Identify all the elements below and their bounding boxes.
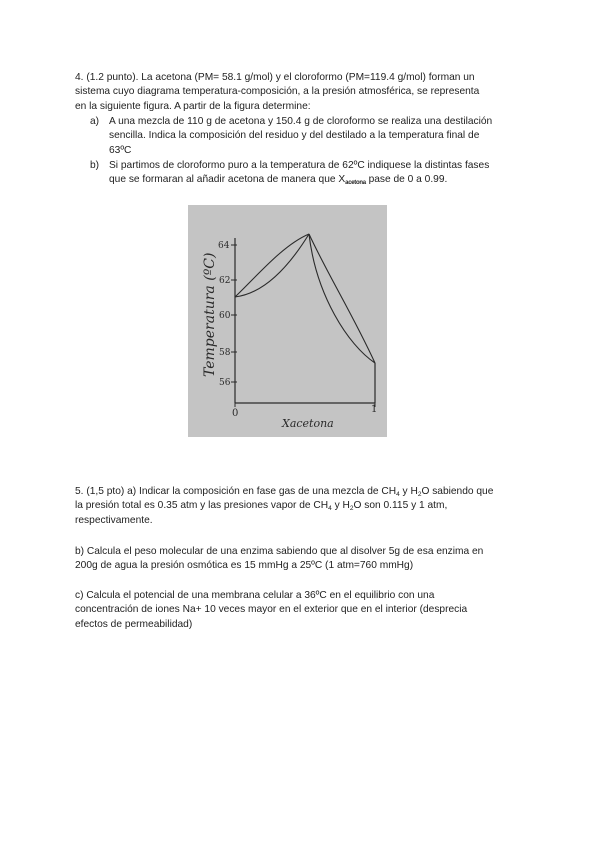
q5b-line: b) Calcula el peso molecular de una enzima sabiendo que al disolver 5g de esa enzima en	[75, 546, 484, 557]
question-4a	[90, 115, 540, 160]
q4b-label: b)	[90, 160, 100, 171]
phase-diagram-figure	[188, 205, 387, 437]
y-axis-label: Temperatura (ºC)	[202, 252, 218, 377]
q4a-line: 63ºC	[109, 144, 132, 156]
q4b-line: que se formaran al añadir acetona de manera que Xacetona pase de 0 a 0.99.	[109, 174, 448, 187]
q5c-line: c) Calcula el potencial de una membrana celular a 36ºC en el equilibrio con una	[75, 590, 435, 601]
right-vapor-curve	[309, 234, 375, 363]
question-4b	[90, 159, 540, 189]
question-5b	[75, 545, 530, 574]
q5c-line: efectos de permeabilidad)	[75, 618, 193, 630]
q5a-line: 5. (1,5 pto) a) Indicar la composición en fase gas de una mezcla de $CH_4$ y $H_2O$ sabiendo que	[75, 486, 494, 498]
q4-intro-line: sistema cuyo diagrama temperatura-composición, a la presión atmosférica, se representa	[75, 86, 480, 98]
q5a-line: la presión total es 0.35 atm y las presiones vapor de $CH_4$ y $H_2O$ son 0.115 y 1 atm,	[75, 500, 448, 513]
x-axis-label: Xacetona	[282, 417, 334, 430]
question-4-intro	[75, 71, 525, 114]
q5b-line: 200g de agua la presión osmótica es 15 mmHg a 25ºC (1 atm=760 mmHg)	[75, 560, 414, 572]
y-tick-label: 58	[219, 348, 231, 358]
q4b-line: Si partimos de cloroformo puro a la temperatura de 62ºC indiquese la distintas fases	[109, 160, 490, 171]
q5a-line: respectivamente.	[75, 514, 153, 526]
left-liquid-curve	[235, 234, 309, 297]
question-5c	[75, 589, 530, 632]
q5c-line: concentración de iones Na+ 10 veces mayor en el exterior que en el interior (desprecia	[75, 604, 468, 616]
left-vapor-curve	[235, 234, 309, 297]
y-tick-label: 56	[219, 378, 231, 388]
x-tick-label-0: 0	[232, 408, 239, 419]
phase-diagram-svg	[188, 205, 387, 437]
q4-intro-line: en la siguiente figura. A partir de la figura determine:	[75, 100, 311, 112]
q4-intro-line: 4. (1.2 punto). La acetona (PM= 58.1 g/mol) y el cloroformo (PM=119.4 g/mol) forman un	[75, 72, 475, 83]
x-tick-label-1: 1	[371, 404, 378, 415]
y-tick-label: 64	[218, 241, 230, 251]
y-tick-label: 62	[219, 276, 231, 286]
y-tick-label: 60	[219, 311, 231, 321]
q4a-line: A una mezcla de 110 g de acetona y 150.4 g de cloroformo se realiza una destilación	[109, 116, 493, 127]
q4a-label: a)	[90, 116, 100, 127]
q4a-line: sencilla. Indica la composición del residuo y del destilado a la temperatura final de	[109, 130, 480, 142]
question-5a	[75, 485, 530, 528]
